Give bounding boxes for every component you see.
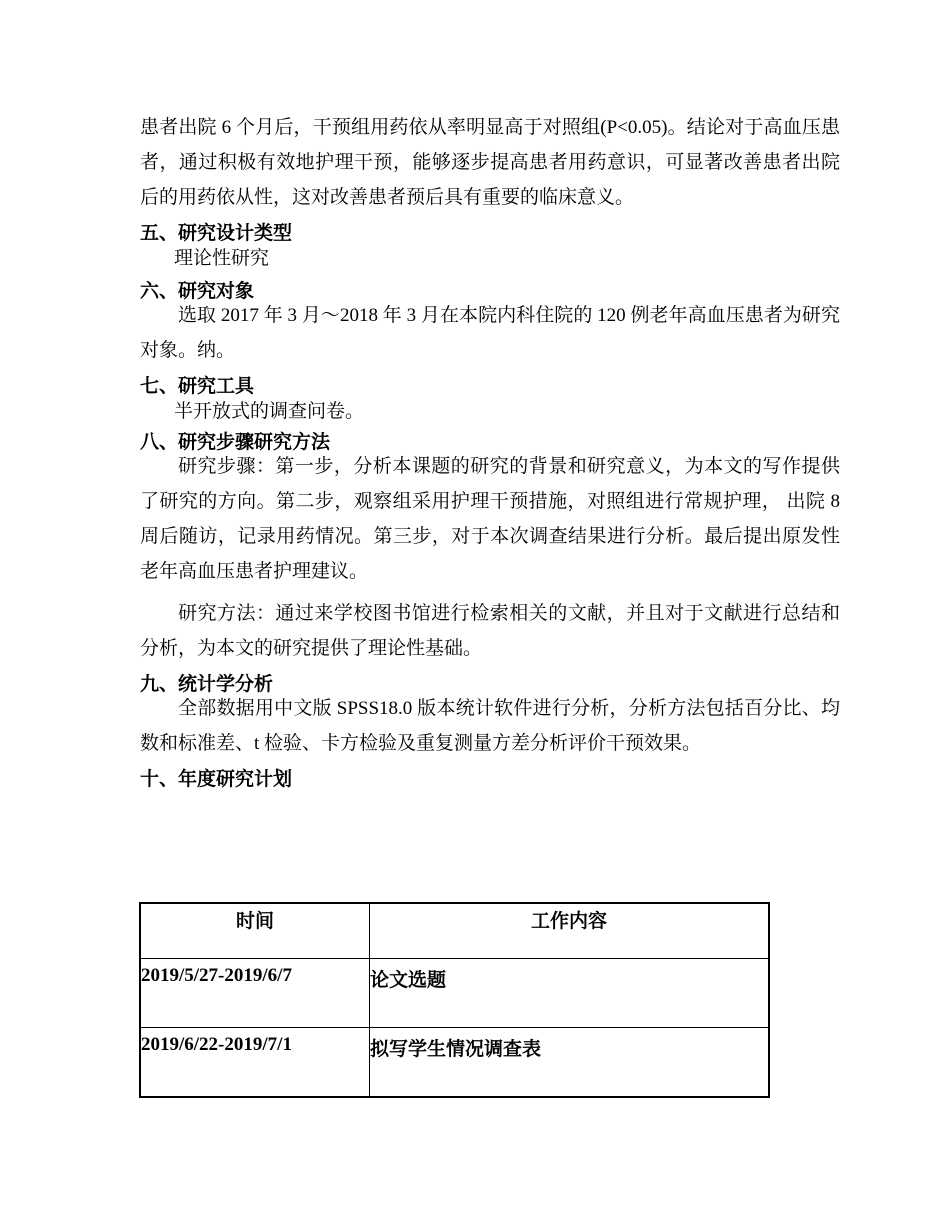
header-time: 时间	[140, 903, 370, 959]
section-8-steps: 研究步骤：第一步，分析本课题的研究的背景和研究意义，为本文的写作提供了研究的方向。第二步，观察组采用护理干预措施，对照组进行常规护理， 出院 8 周后随访，记录用药情况。第三步，对于本次调查结果进行分析。最后提出原发性老年高血压患者护理建议。	[140, 456, 840, 582]
row-content: 论文选题	[370, 959, 770, 1028]
section-9-title: 九、统计学分析	[140, 674, 274, 695]
section-8-methods: 研究方法：通过来学校图书馆进行检索相关的文献，并且对于文献进行总结和分析，为本文的研究提供了理论性基础。	[140, 603, 840, 659]
section-5-body: 理论性研究	[174, 248, 270, 269]
row-time: 2019/6/22-2019/7/1	[140, 1028, 370, 1098]
row-time: 2019/5/27-2019/6/7	[140, 959, 370, 1028]
row-content: 拟写学生情况调查表	[370, 1028, 770, 1098]
document-page	[140, 110, 840, 792]
header-content: 工作内容	[370, 903, 770, 959]
section-9-body: 全部数据用中文版 SPSS18.0 版本统计软件进行分析，分析方法包括百分比、均数和标准差、t 检验、卡方检验及重复测量方差分析评价干预效果。	[140, 698, 840, 754]
table-row	[140, 1028, 769, 1098]
section-7-title: 七、研究工具	[140, 376, 255, 397]
table-header-row	[140, 903, 769, 959]
table-row	[140, 959, 769, 1028]
section-7-body: 半开放式的调查问卷。	[174, 401, 365, 422]
section-6-title: 六、研究对象	[140, 281, 255, 302]
annual-plan-table	[139, 902, 770, 1098]
section-5-title: 五、研究设计类型	[140, 223, 293, 244]
section-6-body: 选取 2017 年 3 月～2018 年 3 月在本院内科住院的 120 例老年高血压患者为研究对象。纳。	[140, 305, 840, 361]
section-10-title: 十、年度研究计划	[140, 769, 293, 790]
intro-paragraph: 患者出院 6 个月后，干预组用药依从率明显高于对照组(P<0.05)。结论对于高血压患者，通过积极有效地护理干预，能够逐步提高患者用药意识，可显著改善患者出院后的用药依从性，这对改善患者预后具有重要的临床意义。	[140, 117, 840, 208]
section-8-title: 八、研究步骤研究方法	[140, 432, 331, 453]
